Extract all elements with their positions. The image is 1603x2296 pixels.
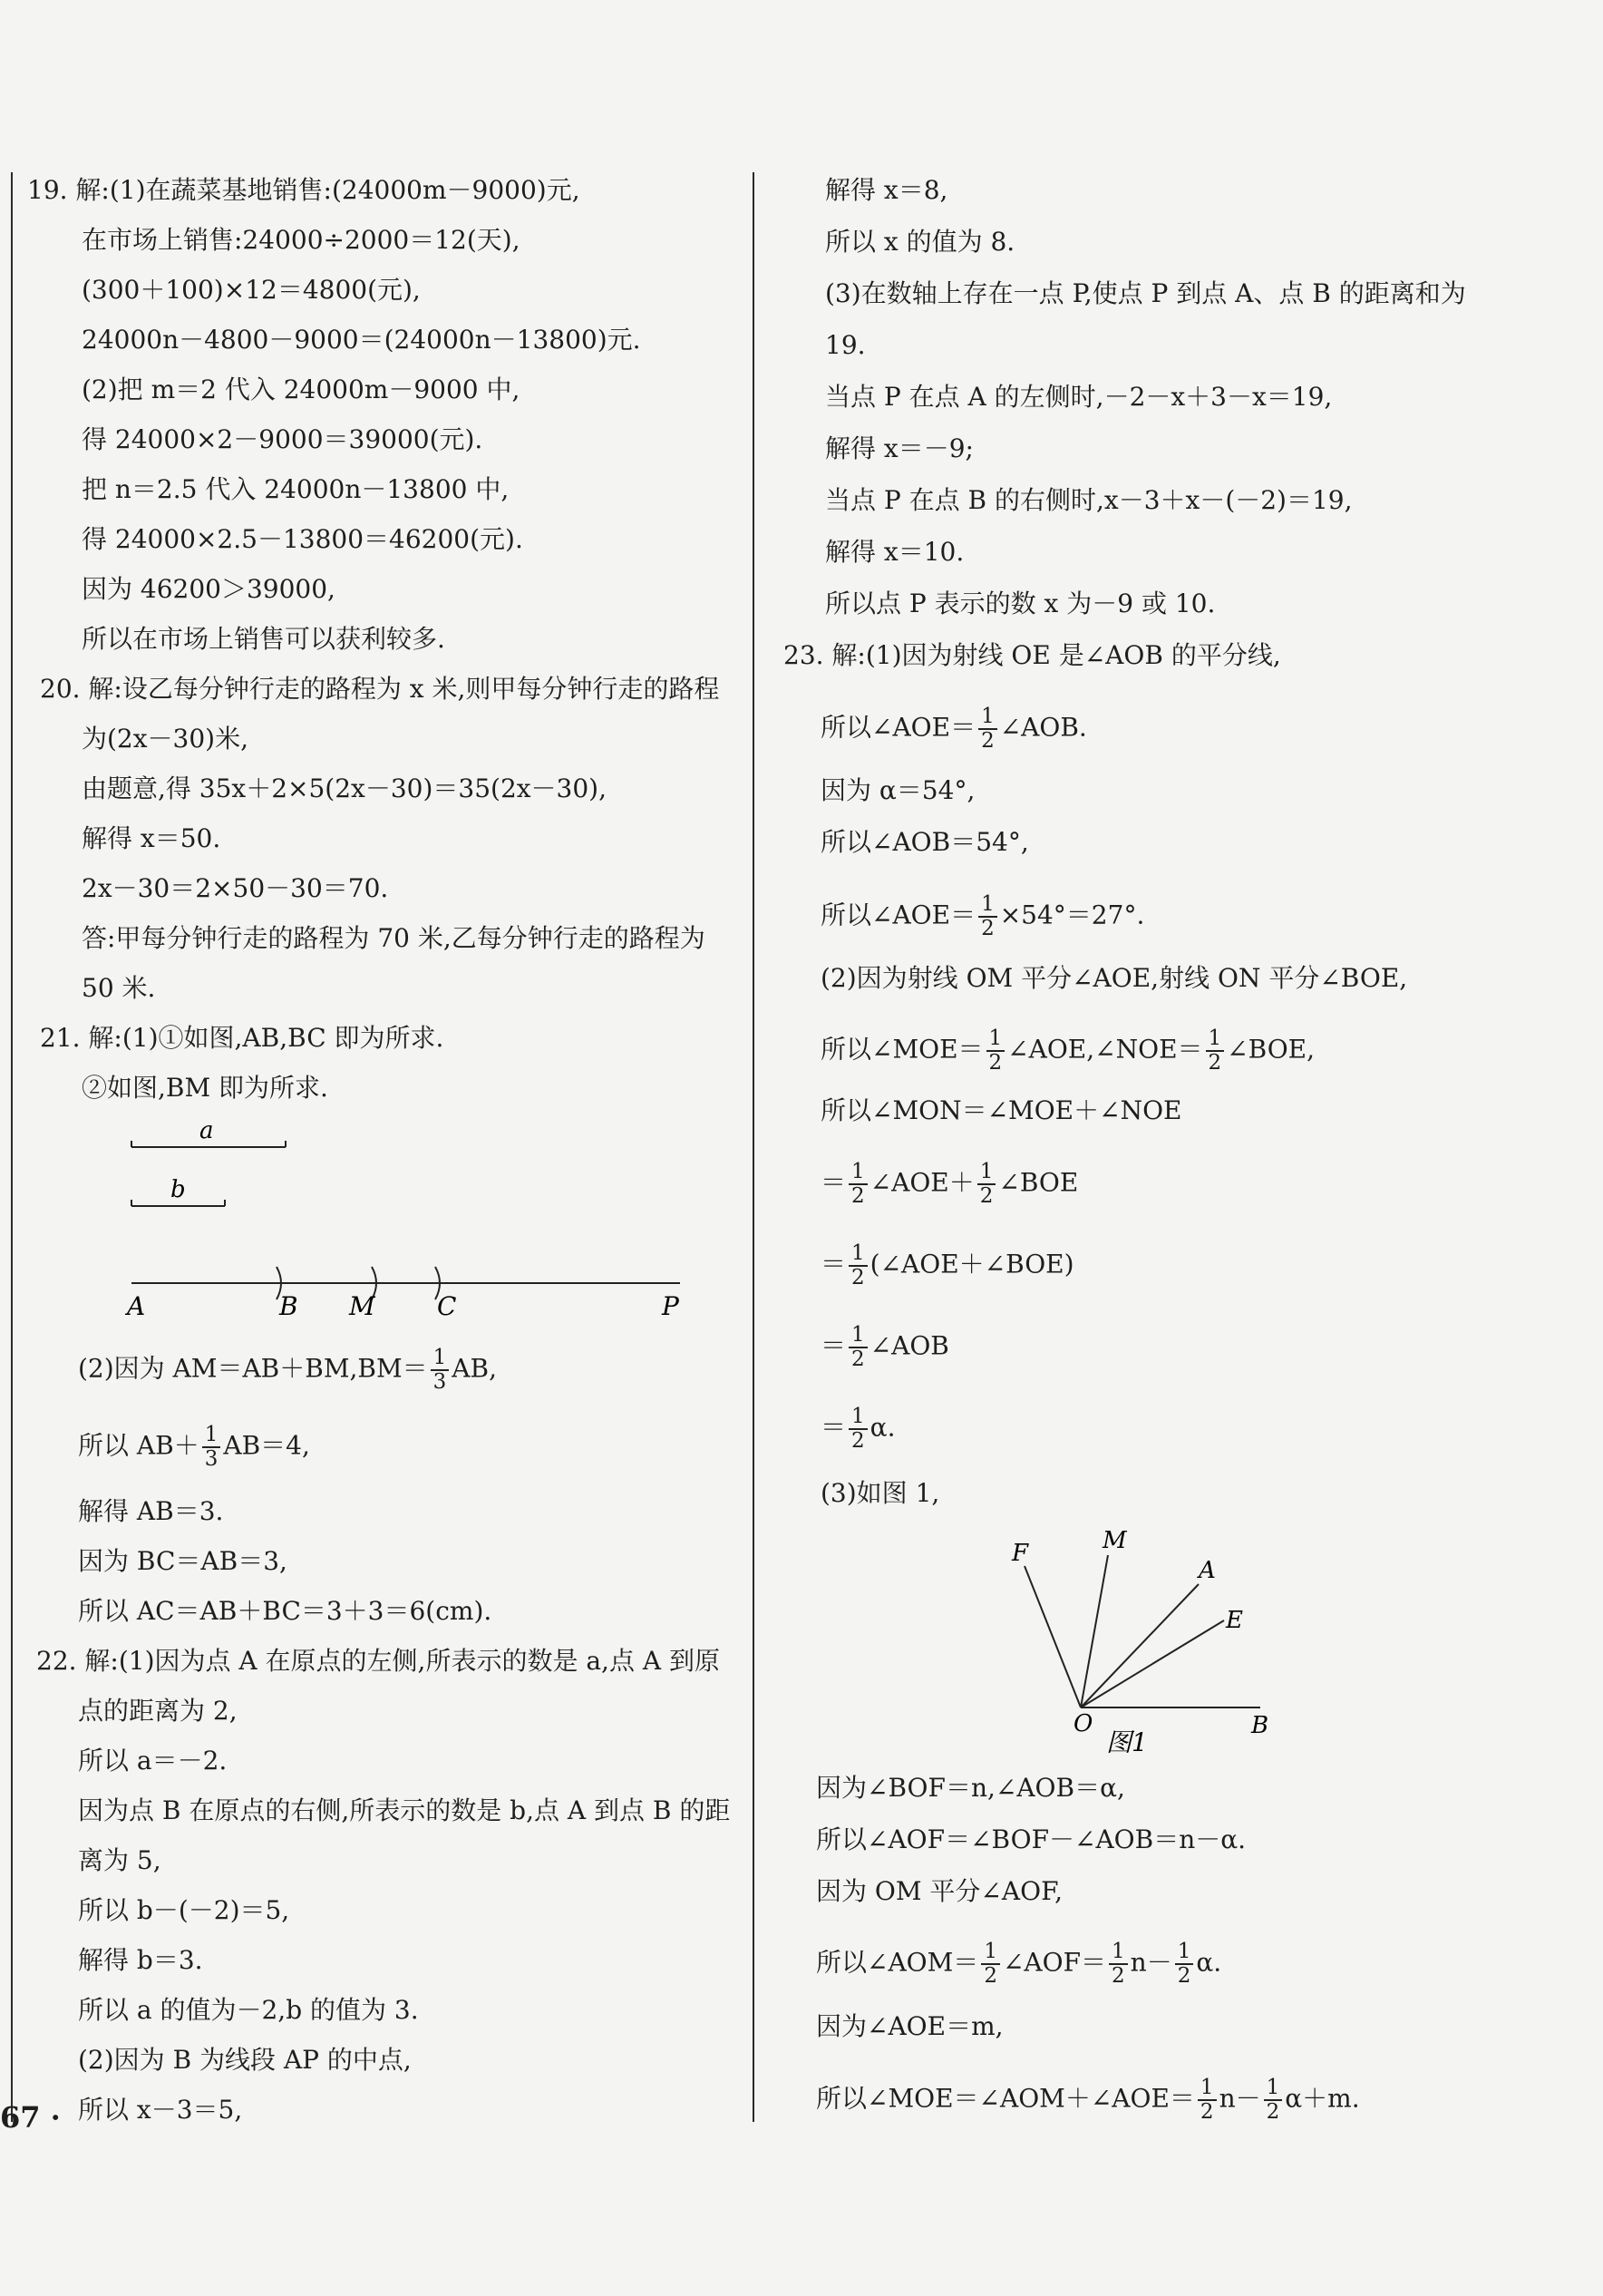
text-line: 所以∠AOE＝ $\frac{1}{2}$ ∠AOB. xyxy=(821,705,1087,753)
figure-1-caption: 图1 xyxy=(1106,1727,1148,1755)
text-line: ＝ $\frac{1}{2}$ (∠AOE＋∠BOE) xyxy=(821,1241,1074,1289)
text-line: 在市场上销售:24000÷2000＝12(天), xyxy=(82,225,520,255)
text-line: 因为∠AOE＝m, xyxy=(816,2011,1004,2041)
text-line: 2x－30＝2×50－30＝70. xyxy=(82,873,389,903)
text-line: 所以 x－3＝5, xyxy=(78,2095,243,2125)
fraction-one-half: $\frac{1}{2}$ xyxy=(1175,1941,1194,1988)
fraction-one-half: $\frac{1}{2}$ xyxy=(1109,1941,1128,1988)
text-line: 24000n－4800－9000＝(24000n－13800)元. xyxy=(82,325,641,355)
text-line: 22. 解:(1)因为点 A 在原点的左侧,所表示的数是 a,点 A 到原 xyxy=(36,1646,720,1676)
fraction-one-half: $\frac{1}{2}$ xyxy=(849,1324,868,1371)
fraction-one-half: $\frac{1}{2}$ xyxy=(1206,1027,1225,1075)
text-line: 解得 AB＝3. xyxy=(78,1496,224,1526)
text-line: 因为 46200＞39000, xyxy=(82,574,335,604)
text-line: 19. 解:(1)在蔬菜基地销售:(24000m－9000)元, xyxy=(27,175,580,205)
text-line: 当点 P 在点 B 的右侧时,x－3＋x－(－2)＝19, xyxy=(825,485,1353,515)
text-line: 解得 x＝50. xyxy=(82,823,221,853)
text-line: 所以 a 的值为－2,b 的值为 3. xyxy=(78,1995,419,2025)
text-line: 答:甲每分钟行走的路程为 70 米,乙每分钟行走的路程为 xyxy=(82,923,705,953)
text-line: ＝ $\frac{1}{2}$ ∠AOB xyxy=(821,1323,949,1371)
text-line: 解得 x＝8, xyxy=(825,175,948,205)
text-line: 21. 解:(1)①如图,AB,BC 即为所求. xyxy=(40,1023,444,1053)
figure-1-angles xyxy=(997,1519,1287,1755)
text-line: 解得 x＝－9; xyxy=(825,433,974,463)
text-line: 所以∠MOE＝ $\frac{1}{2}$ ∠AOE,∠NOE＝ $\frac{1}{2}$ ∠BOE, xyxy=(821,1026,1316,1075)
point-A-label: A xyxy=(127,1291,146,1319)
text-line: 所以 AC＝AB＋BC＝3＋3＝6(cm). xyxy=(78,1596,492,1626)
fraction-one-half: $\frac{1}{2}$ xyxy=(849,1161,868,1208)
text-line: (300＋100)×12＝4800(元), xyxy=(82,275,421,305)
text-line: 点的距离为 2, xyxy=(78,1696,238,1726)
text-line: (2)因为 B 为线段 AP 的中点, xyxy=(78,2045,412,2075)
text-line: 所以∠MON＝∠MOE＋∠NOE xyxy=(821,1095,1182,1125)
fraction-one-half: $\frac{1}{2}$ xyxy=(978,893,997,940)
text-line: 所以 b－(－2)＝5, xyxy=(78,1895,290,1925)
text-line: 得 24000×2－9000＝39000(元). xyxy=(82,424,483,454)
segment-a-label: a xyxy=(199,1117,214,1144)
text-line: 解得 b＝3. xyxy=(78,1945,203,1975)
fraction-one-half: $\frac{1}{2}$ xyxy=(978,705,997,753)
text-line: ＝ $\frac{1}{2}$ α. xyxy=(821,1405,896,1453)
text-line: 所以∠AOF＝∠BOF－∠AOB＝n－α. xyxy=(816,1824,1247,1854)
fraction-one-half: $\frac{1}{2}$ xyxy=(1198,2077,1217,2124)
text-line: 因为 α＝54°, xyxy=(821,775,976,805)
left-margin-rule xyxy=(11,172,13,2122)
text-line: 所以在市场上销售可以获利较多. xyxy=(82,624,445,654)
text-line: 因为点 B 在原点的右侧,所表示的数是 b,点 A 到点 B 的距 xyxy=(78,1795,731,1825)
text-line: (3)如图 1, xyxy=(821,1478,940,1508)
text-line: 所以 AB＋ $\frac{1}{3}$ AB＝4, xyxy=(78,1423,310,1471)
figure-21-construction xyxy=(91,1111,725,1319)
text-line: (2)因为 AM＝AB＋BM,BM＝ $\frac{1}{3}$ AB, xyxy=(78,1346,497,1394)
text-line: 19. xyxy=(825,330,866,360)
segment-b-label: b xyxy=(170,1176,186,1203)
text-line: 因为∠BOF＝n,∠AOB＝α, xyxy=(816,1773,1125,1803)
text-line: 当点 P 在点 A 的左侧时,－2－x＋3－x＝19, xyxy=(825,382,1333,412)
text-line: 离为 5, xyxy=(78,1845,161,1875)
ray-B-label: B xyxy=(1251,1712,1269,1739)
text-line: 因为 OM 平分∠AOF, xyxy=(816,1876,1064,1906)
text-line: 20. 解:设乙每分钟行走的路程为 x 米,则甲每分钟行走的路程 xyxy=(40,674,720,704)
text-line: ＝ $\frac{1}{2}$ ∠AOE＋ $\frac{1}{2}$ ∠BOE xyxy=(821,1160,1079,1208)
fraction-one-half: $\frac{1}{2}$ xyxy=(977,1161,996,1208)
text-line: 50 米. xyxy=(82,973,156,1003)
fraction-one-half: $\frac{1}{2}$ xyxy=(849,1406,868,1453)
text-line: 因为 BC＝AB＝3, xyxy=(78,1546,287,1576)
point-B-label: B xyxy=(279,1291,298,1319)
point-C-label: C xyxy=(437,1291,457,1319)
ray-A-label: A xyxy=(1199,1557,1216,1584)
page-number: 67 · xyxy=(0,2100,61,2135)
fraction-one-third: $\frac{1}{3}$ xyxy=(202,1424,221,1471)
fraction-one-half: $\frac{1}{2}$ xyxy=(986,1027,1006,1075)
vertex-O-label: O xyxy=(1074,1710,1093,1737)
point-P-label: P xyxy=(662,1291,679,1319)
text-line: ②如图,BM 即为所求. xyxy=(82,1073,328,1103)
text-line: 所以 x 的值为 8. xyxy=(825,227,1015,257)
point-M-label: M xyxy=(349,1291,375,1319)
text-line: 得 24000×2.5－13800＝46200(元). xyxy=(82,524,523,554)
text-line: (2)因为射线 OM 平分∠AOE,射线 ON 平分∠BOE, xyxy=(821,963,1408,993)
text-line: 由题意,得 35x＋2×5(2x－30)＝35(2x－30), xyxy=(82,773,607,803)
text-line: 23. 解:(1)因为射线 OE 是∠AOB 的平分线, xyxy=(783,640,1281,670)
fraction-one-half: $\frac{1}{2}$ xyxy=(1264,2077,1283,2124)
text-line: 所以 a＝－2. xyxy=(78,1746,228,1776)
text-line: 把 n＝2.5 代入 24000n－13800 中, xyxy=(82,474,510,504)
text-line: 所以∠MOE＝∠AOM＋∠AOE＝ $\frac{1}{2}$ n－ $\frac{1}{2}$ α＋m. xyxy=(816,2076,1360,2124)
ray-F-label: F xyxy=(1012,1540,1029,1567)
text-line: (2)把 m＝2 代入 24000m－9000 中, xyxy=(82,375,520,404)
ray-M-label: M xyxy=(1103,1527,1127,1554)
text-line: 所以∠AOM＝ $\frac{1}{2}$ ∠AOF＝ $\frac{1}{2}$ n－ $\frac{1}{2}$ α. xyxy=(816,1940,1222,1988)
fraction-one-third: $\frac{1}{3}$ xyxy=(431,1347,450,1394)
fraction-one-half: $\frac{1}{2}$ xyxy=(849,1242,868,1289)
text-line: 所以∠AOE＝ $\frac{1}{2}$ ×54°＝27°. xyxy=(821,892,1145,940)
column-divider xyxy=(753,172,754,2122)
text-line: 所以点 P 表示的数 x 为－9 或 10. xyxy=(825,589,1216,618)
fraction-one-half: $\frac{1}{2}$ xyxy=(981,1941,1000,1988)
ray-E-label: E xyxy=(1226,1607,1243,1634)
text-line: 解得 x＝10. xyxy=(825,537,965,567)
text-line: 为(2x－30)米, xyxy=(82,724,248,754)
text-line: (3)在数轴上存在一点 P,使点 P 到点 A、点 B 的距离和为 xyxy=(825,278,1466,308)
text-line: 所以∠AOB＝54°, xyxy=(821,827,1029,857)
